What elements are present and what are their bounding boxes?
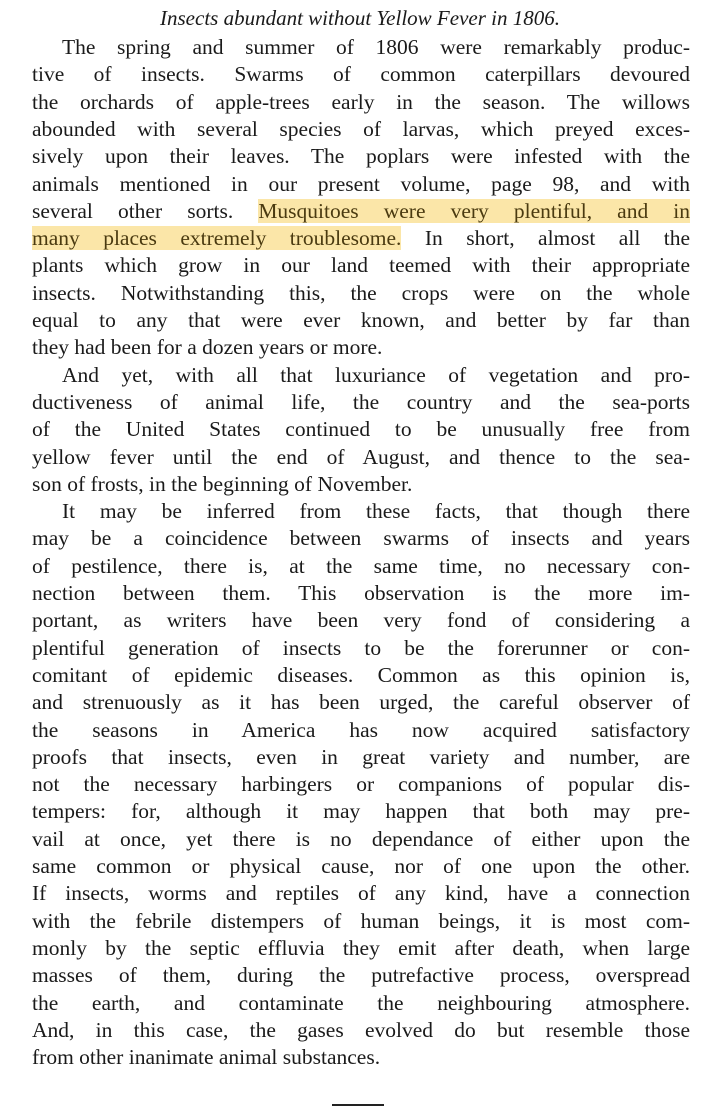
line-text: same common or physical cause, nor of one upon the other. xyxy=(32,854,690,878)
line-text: may be a coincidence between swarms of insects and years xyxy=(32,526,690,551)
line-text: comitant of epidemic diseases. Common as this opinion is, xyxy=(32,662,690,687)
text-line xyxy=(32,744,690,771)
line-text: nection between them. This observation is the more im- xyxy=(32,581,690,605)
line-text: portant, as writers have been very fond of considering a xyxy=(32,608,690,633)
line-text: equal to any that were ever known, and better by far than xyxy=(32,308,690,332)
text-line xyxy=(32,389,690,416)
line-text: the seasons in America has now acquired satisfactory xyxy=(32,717,690,742)
text-line xyxy=(32,880,690,907)
text-line xyxy=(32,198,690,225)
line-text: with the febrile distempers of human beings, it is most com- xyxy=(32,908,690,933)
line-text: of the United States continued to be unusually free from xyxy=(32,417,690,442)
text-line xyxy=(32,853,690,880)
line-text: And, in this case, the gases evolved do but resemble those xyxy=(32,1017,690,1042)
text-line xyxy=(62,34,690,61)
text-line xyxy=(32,89,690,116)
text-line xyxy=(32,525,690,552)
text-line xyxy=(32,116,690,143)
line-text: of pestilence, there is, at the same time, no necessary con- xyxy=(32,553,690,578)
text-line xyxy=(32,280,690,307)
line-text: masses of them, during the putrefactive process, overspread xyxy=(32,963,690,988)
line-text: In short, almost all the xyxy=(424,226,691,251)
line-text: yellow fever until the end of August, and thence to the sea- xyxy=(32,444,690,469)
text-line xyxy=(32,771,690,798)
text-line xyxy=(32,635,690,662)
text-line xyxy=(32,826,690,853)
section-divider xyxy=(332,1104,384,1106)
text-line xyxy=(32,908,690,935)
text-line xyxy=(32,416,690,443)
line-text: they had been for a dozen years or more. xyxy=(32,335,383,360)
line-text: It may be inferred from these facts, that though there xyxy=(62,499,690,524)
text-line xyxy=(32,935,690,962)
line-text: not the necessary harbingers or companions of popular dis- xyxy=(32,772,690,797)
line-text: sively upon their leaves. The poplars were infested with the xyxy=(32,144,690,169)
line-text: son of frosts, in the beginning of November. xyxy=(32,471,413,496)
text-line xyxy=(32,1044,690,1071)
text-line xyxy=(32,334,690,361)
text-line xyxy=(32,689,690,716)
text-line xyxy=(32,580,690,607)
text-line xyxy=(32,307,690,334)
text-line xyxy=(32,553,690,580)
line-text: tive of insects. Swarms of common caterpillars devoured xyxy=(32,62,690,87)
text-line xyxy=(32,798,690,825)
line-text: the orchards of apple-trees early in the season. The willows xyxy=(32,89,690,114)
highlighted-text: Musquitoes were very plentiful, and in xyxy=(258,198,691,223)
line-text: tempers: for, although it may happen that both may pre- xyxy=(32,799,690,824)
line-text: monly by the septic effluvia they emit after death, when large xyxy=(32,935,690,960)
text-line xyxy=(32,61,690,88)
line-text: from other inanimate animal substances. xyxy=(32,1045,381,1070)
line-text: and strenuously as it has been urged, the careful observer of xyxy=(32,690,690,715)
text-line xyxy=(32,225,690,252)
line-text: plentiful generation of insects to be the forerunner or con- xyxy=(32,635,690,660)
section-title: Insects abundant without Yellow Fever in 1806. xyxy=(160,6,560,30)
line-text: insects. Notwithstanding this, the crops were on the whole xyxy=(32,280,690,305)
highlighted-text: many places extremely troublesome. xyxy=(32,226,402,251)
text-line xyxy=(32,171,690,198)
line-text: abounded with several species of larvas, which preyed exces- xyxy=(32,116,690,141)
text-line xyxy=(32,1017,690,1044)
text-line xyxy=(32,717,690,744)
text-line xyxy=(32,444,690,471)
text-line xyxy=(62,498,690,525)
text-line xyxy=(32,962,690,989)
line-text: plants which grow in our land teemed with their appropriate xyxy=(32,253,690,278)
line-text: And yet, with all that luxuriance of vegetation and pro- xyxy=(62,362,690,387)
text-line xyxy=(32,252,690,279)
text-line xyxy=(32,990,690,1017)
text-line xyxy=(32,607,690,634)
line-text: ductiveness of animal life, the country and the sea-ports xyxy=(32,389,690,414)
line-text: animals mentioned in our present volume, page 98, and with xyxy=(32,171,690,196)
line-text: If insects, worms and reptiles of any kind, have a connection xyxy=(32,881,690,906)
line-text: several other sorts. xyxy=(32,198,234,223)
text-line xyxy=(62,362,690,389)
text-line xyxy=(32,662,690,689)
line-text: proofs that insects, even in great variety and number, are xyxy=(32,744,690,769)
line-text: vail at once, yet there is no dependance of either upon the xyxy=(32,826,690,851)
line-text: the earth, and contaminate the neighbouring atmosphere. xyxy=(32,990,690,1015)
text-line xyxy=(32,471,690,498)
text-line xyxy=(32,143,690,170)
line-text: The spring and summer of 1806 were remarkably produc- xyxy=(62,35,690,59)
